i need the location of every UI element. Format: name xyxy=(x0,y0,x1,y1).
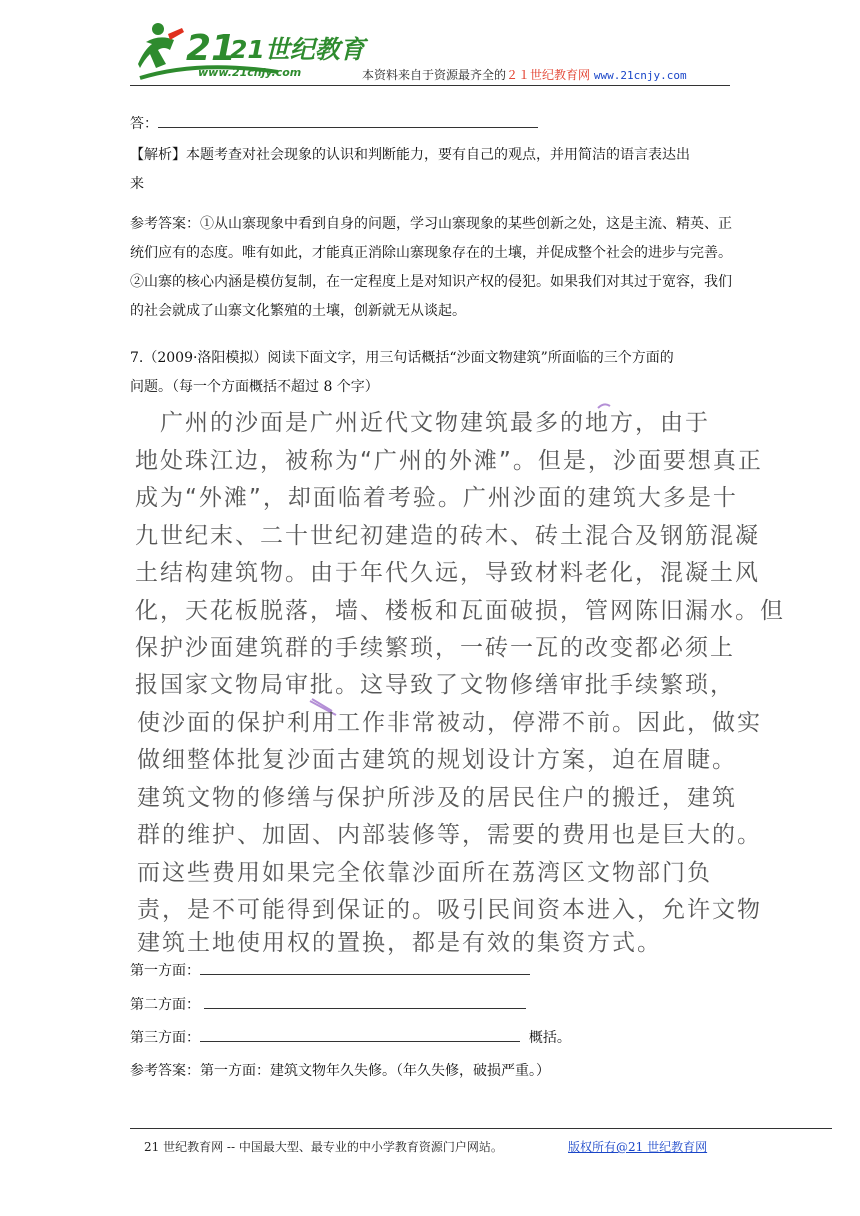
header-divider xyxy=(130,85,730,86)
header-note-site[interactable]: ２１世纪教育网 xyxy=(506,68,591,82)
logo-title: 21世纪教育 xyxy=(230,35,365,64)
aspect-1-label: 第一方面： xyxy=(130,963,200,979)
aspect-3-label: 第三方面： xyxy=(130,1030,200,1046)
answer-line xyxy=(130,114,538,134)
passage-line: 成为“外滩”，却面临着考验。广州沙面的建筑大多是十 xyxy=(135,485,738,511)
page-header xyxy=(0,0,860,90)
answer-blank xyxy=(158,115,538,128)
copyright-link[interactable]: 版权所有@21 世纪教育网 xyxy=(568,1140,708,1154)
aspect-3-row xyxy=(130,1027,571,1047)
header-note-url[interactable]: www.21cnjy.com xyxy=(593,69,687,82)
passage-line: 群的维护、加固、内部装修等，需要的费用也是巨大的。 xyxy=(137,822,762,848)
passage-line: 建筑土地使用权的置换，都是有效的集资方式。 xyxy=(137,930,662,956)
passage-line: 地处珠江边，被称为“广州的外滩”。但是，沙面要想真正 xyxy=(135,448,763,474)
aspect-1-row xyxy=(130,960,530,980)
logo-url: www.21cnjy.com xyxy=(198,66,302,79)
header-note-prefix: 本资料来自于资源最齐全的 xyxy=(362,68,507,82)
passage-line: 土结构建筑物。由于年代久远，导致材料老化，混凝土风 xyxy=(135,560,760,586)
site-logo xyxy=(138,20,365,82)
header-note xyxy=(362,66,687,83)
passage-line: 保护沙面建筑群的手续繁琐，一砖一瓦的改变都必须上 xyxy=(135,635,735,661)
passage-line: 广州的沙面是广州近代文物建筑最多的地方，由于 xyxy=(135,410,710,436)
passage-line: 责，是不可能得到保证的。吸引民间资本进入，允许文物 xyxy=(137,897,762,923)
aspect-2-label: 第二方面： xyxy=(130,997,200,1013)
passage-line: 而这些费用如果完全依靠沙面所在荔湾区文物部门负 xyxy=(137,860,712,886)
passage-line: 报国家文物局审批。这导致了文物修缮审批手续繁琐， xyxy=(135,672,735,698)
footer-divider xyxy=(130,1128,832,1129)
question-7-line-2: 问题。（每一个方面概括不超过 8 个字） xyxy=(130,379,379,395)
reference-answer-6: 参考答案：①从山寨现象中看到自身的问题，学习山寨现象的某些创新之处，这是主流、精英、正统们应有的态度。唯有如此，才能真正消除山寨现象存在的土壤，并促成整个社会的进步与完善。②山寨的核心内涵是模仿复制，在一定程度上是对知识产权的侵犯。如果我们对其过于宽容，我们的社会就成了山寨文化繁殖的土壤，创新就无从谈起。 xyxy=(130,216,732,319)
footer-text: 21 世纪教育网 -- 中国最大型、最专业的中小学教育资源门户网站。 xyxy=(144,1140,503,1154)
aspect-2-blank[interactable] xyxy=(204,996,526,1009)
analysis-line-2: 来 xyxy=(130,176,144,192)
passage-line: 建筑文物的修缮与保护所涉及的居民住户的搬迁，建筑 xyxy=(137,785,737,811)
aspect-1-blank[interactable] xyxy=(200,962,530,975)
passage-line: 化，天花板脱落，墙、楼板和瓦面破损，管网陈旧漏水。但 xyxy=(135,598,785,624)
reference-answer-7: 参考答案：第一方面：建筑文物年久失修。（年久失修，破损严重。） xyxy=(130,1063,550,1079)
aspect-3-blank[interactable] xyxy=(200,1029,520,1042)
aspect-3-suffix: 概括。 xyxy=(528,1030,571,1046)
svg-text:21: 21 xyxy=(186,28,237,69)
question-7-line-1: 7.（2009·洛阳模拟）阅读下面文字，用三句话概括“沙面文物建筑”所面临的三个方面的 xyxy=(130,350,674,366)
passage-line: 使沙面的保护利用工作非常被动，停滞不前。因此，做实 xyxy=(137,710,762,736)
aspect-2-row xyxy=(130,994,526,1014)
analysis-line-1: 【解析】本题考查对社会现象的认识和判断能力，要有自己的观点，并用简洁的语言表达出 xyxy=(130,147,690,163)
passage-line: 做细整体批复沙面古建筑的规划设计方案，迫在眉睫。 xyxy=(137,747,737,773)
answer-label: 答： xyxy=(130,116,158,132)
passage-line: 九世纪末、二十世纪初建造的砖木、砖土混合及钢筋混凝 xyxy=(135,523,760,549)
scanned-passage xyxy=(135,408,785,956)
